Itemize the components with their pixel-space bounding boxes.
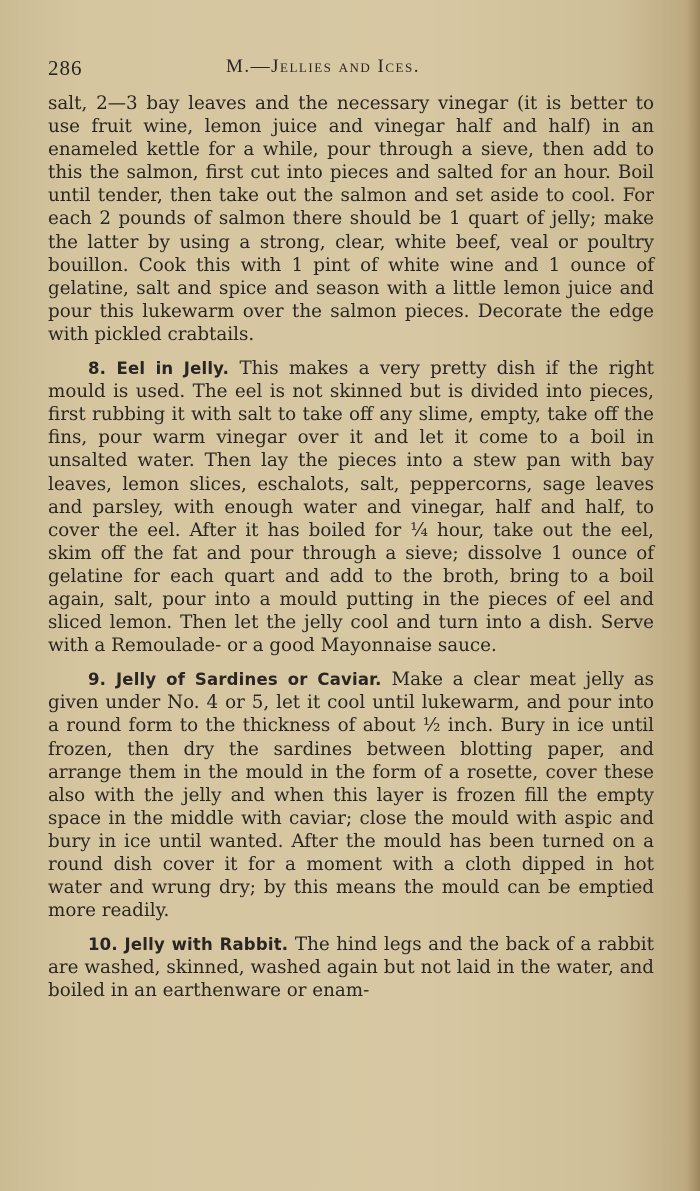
page-body	[48, 92, 654, 1003]
recipe-text: This makes a very pretty dish if the right mould is used. The eel is not skinned but is divided into pieces, first rubbing it with salt to take off any slime, empty, take off the fins, pour warm vinegar over it and let it come to a boil in unsalted water. Then lay the pieces into a stew pan with bay leaves, lemon slices, eschalots, salt, peppercorns, sage leaves and parsley, with enough water and vinegar, half and half, to cover the eel. After it has boiled for ¼ hour, take out the eel, skim off the fat and pour through a sieve; dissolve 1 ounce of gelatine for each quart and add to the broth, bring to a boil again, salt, pour into a mould putting in the pieces of eel and sliced lemon. Then let the jelly cool and turn into a dish. Serve with a Remoulade- or a good Mayonnaise sauce.	[48, 358, 655, 657]
running-head: M.—Jellies and Ices.	[226, 56, 420, 77]
page-number: 286	[48, 56, 83, 80]
paragraph-text: salt, 2—3 bay leaves and the necessary vinegar (it is better to use fruit wine, lemon juice and vinegar half and half) in an enameled kettle for a while, pour through a sieve, then add to this the salmon, first cut into pieces and salted for an hour. Boil until tender, then take out the salmon and set aside to cool. For each 2 pounds of salmon there should be 1 quart of jelly; make the latter by using a strong, clear, white beef, veal or poultry bouillon. Cook this with 1 pint of white wine and 1 ounce of gelatine, salt and spice and season with a little lemon juice and pour this lukewarm over the salmon pieces. Decorate the edge with pickled crabtails.	[48, 93, 654, 345]
page-edge-shadow	[686, 0, 700, 1191]
recipe-title: 9. Jelly of Sardines or Caviar.	[88, 670, 392, 690]
recipe-title: 8. Eel in Jelly.	[88, 359, 240, 379]
paragraph-continuation	[48, 92, 654, 346]
recipe-title: 10. Jelly with Rabbit.	[88, 935, 295, 955]
recipe-text: The hind legs and the back of a rabbit are washed, skinned, washed again but not laid in the water, and boiled in an earthenware or enam-	[48, 934, 654, 1002]
recipe-jelly-of-sardines	[48, 668, 654, 922]
page-header	[48, 56, 648, 86]
recipe-eel-in-jelly	[48, 357, 654, 657]
recipe-jelly-with-rabbit	[48, 933, 654, 1002]
recipe-text: Make a clear meat jelly as given under No. 4 or 5, let it cool until lukewarm, and pour into a round form to the thickness of about ½ inch. Bury in ice until frozen, then dry the sardines between blotting paper, and arrange them in the mould in the form of a rosette, cover these also with the jelly and when this layer is frozen fill the empty space in the middle with caviar; close the mould with aspic and bury in ice until wanted. After the mould has been turned on a round dish cover it for a moment with a cloth dipped in hot water and wrung dry; by this means the mould can be emptied more readily.	[48, 669, 654, 922]
